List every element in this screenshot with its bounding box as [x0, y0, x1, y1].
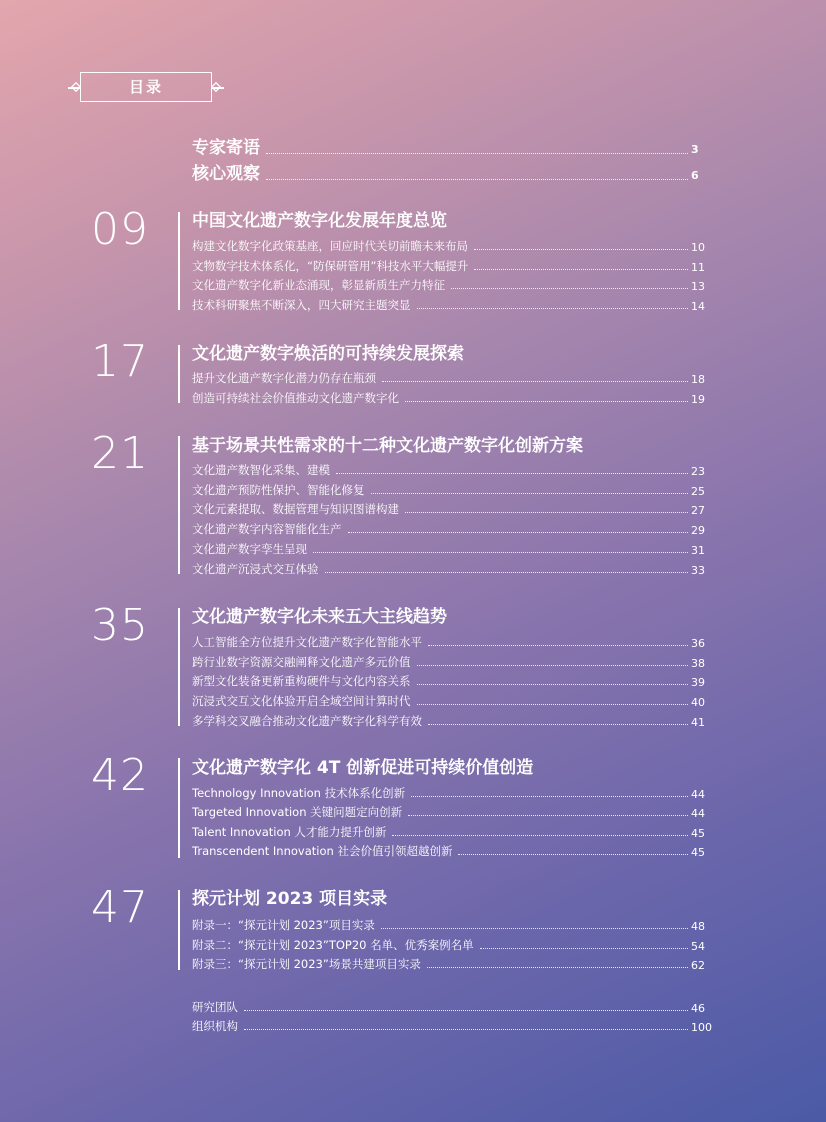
toc-item[interactable]	[192, 275, 711, 293]
section-number: 42	[91, 750, 149, 801]
item-label: 提升文化遗产数字化潜力仍存在瓶颈	[192, 371, 376, 385]
toc-item[interactable]	[192, 841, 711, 859]
dot-leader	[417, 308, 689, 309]
item-page-number: 39	[691, 676, 705, 689]
item-label: 人工智能全方位提升文化遗产数字化智能水平	[192, 635, 422, 649]
dot-leader	[381, 928, 688, 929]
toc-item[interactable]	[192, 783, 711, 801]
item-label: 创造可持续社会价值推动文化遗产数字化	[192, 391, 399, 405]
item-label: 新型文化装备更新重构硬件与文化内容关系	[192, 674, 411, 688]
section-number: 17	[91, 336, 149, 387]
item-page-number: 45	[691, 827, 705, 840]
item-page-number: 27	[691, 504, 705, 517]
item-label: 文化遗产数字化新业态涌现，彰显新质生产力特征	[192, 278, 445, 292]
section-title[interactable]: 探元计划 2023 项目实录	[192, 889, 388, 909]
header-rule-right	[212, 87, 224, 89]
section-title[interactable]: 文化遗产数字化未来五大主线趋势	[192, 607, 447, 627]
dot-leader	[405, 512, 688, 513]
section-divider	[178, 608, 180, 726]
item-page-number: 62	[691, 959, 705, 972]
dot-leader	[266, 153, 688, 154]
dot-leader	[417, 665, 689, 666]
item-label: 文物数字技术体系化，“防保研管用”科技水平大幅提升	[192, 259, 469, 273]
item-page-number: 10	[691, 241, 705, 254]
item-label: 文化遗产数智化采集、建模	[192, 463, 330, 477]
toc-item[interactable]	[192, 711, 711, 729]
item-label: 构建文化数字化政策基座，回应时代关切前瞻未来布局	[192, 239, 468, 253]
dot-leader	[474, 269, 688, 270]
dot-leader	[405, 401, 688, 402]
section-divider	[178, 212, 180, 310]
dot-leader	[371, 493, 689, 494]
toc-item[interactable]	[192, 388, 711, 406]
dot-leader	[458, 854, 688, 855]
item-page-number: 18	[691, 373, 705, 386]
item-label: Targeted Innovation 关键问题定向创新	[192, 805, 403, 819]
item-page-number: 44	[691, 788, 705, 801]
item-label: 跨行业数字资源交融阐释文化遗产多元价值	[192, 655, 411, 669]
dot-leader	[336, 473, 688, 474]
toc-item[interactable]	[192, 539, 711, 557]
toc-item[interactable]	[192, 671, 711, 689]
section-title[interactable]: 文化遗产数字化 4T 创新促进可持续价值创造	[192, 758, 534, 778]
entry-page-number: 6	[691, 169, 699, 182]
toc-item[interactable]	[192, 236, 711, 254]
toc-item[interactable]	[192, 559, 711, 577]
item-page-number: 11	[691, 261, 705, 274]
toc-item[interactable]	[192, 691, 711, 709]
item-label: 附录一：“探元计划 2023”项目实录	[192, 918, 375, 932]
toc-header	[68, 72, 224, 104]
toc-entry-research-team[interactable]	[192, 997, 711, 1015]
dot-leader	[417, 684, 689, 685]
item-page-number: 48	[691, 920, 705, 933]
toc-item[interactable]	[192, 822, 711, 840]
item-page-number: 54	[691, 940, 705, 953]
item-page-number: 36	[691, 637, 705, 650]
toc-item[interactable]	[192, 499, 711, 517]
item-page-number: 29	[691, 524, 705, 537]
toc-item[interactable]	[192, 295, 711, 313]
item-label: 附录三：“探元计划 2023”场景共建项目实录	[192, 957, 421, 971]
section-title[interactable]: 基于场景共性需求的十二种文化遗产数字化创新方案	[192, 436, 583, 456]
dot-leader	[480, 948, 688, 949]
item-page-number: 23	[691, 465, 705, 478]
dot-leader	[313, 552, 688, 553]
toc-entry-organization[interactable]	[192, 1016, 711, 1034]
dot-leader	[392, 835, 688, 836]
item-label: 沉浸式交互文化体验开启全域空间计算时代	[192, 694, 411, 708]
item-label: 文化遗产预防性保护、智能化修复	[192, 483, 365, 497]
item-label: 附录二：“探元计划 2023”TOP20 名单、优秀案例名单	[192, 938, 474, 952]
toc-item[interactable]	[192, 802, 711, 820]
toc-title: 目录	[128, 78, 163, 96]
item-page-number: 33	[691, 564, 705, 577]
item-label: Talent Innovation 人才能力提升创新	[192, 825, 387, 839]
item-page-number: 38	[691, 657, 705, 670]
section-number: 09	[91, 204, 149, 255]
item-page-number: 25	[691, 485, 705, 498]
item-label: 文化遗产沉浸式交互体验	[192, 562, 319, 576]
toc-item[interactable]	[192, 460, 711, 478]
section-divider	[178, 890, 180, 970]
item-label: 研究团队	[192, 1000, 238, 1014]
section-divider	[178, 436, 180, 574]
item-page-number: 40	[691, 696, 705, 709]
entry-label: 核心观察	[192, 164, 260, 184]
item-page-number: 100	[691, 1021, 712, 1034]
item-page-number: 46	[691, 1002, 705, 1015]
item-page-number: 44	[691, 807, 705, 820]
section-number: 35	[91, 600, 149, 651]
dot-leader	[411, 796, 688, 797]
dot-leader	[382, 381, 688, 382]
section-divider	[178, 345, 180, 403]
toc-item[interactable]	[192, 368, 711, 386]
section-title[interactable]: 文化遗产数字焕活的可持续发展探索	[192, 344, 464, 364]
section-number: 21	[91, 428, 149, 479]
dot-leader	[417, 704, 689, 705]
item-label: 组织机构	[192, 1019, 238, 1033]
dot-leader	[408, 815, 688, 816]
dot-leader	[428, 645, 688, 646]
item-label: 文化遗产数字内容智能化生产	[192, 522, 342, 536]
section-divider	[178, 758, 180, 858]
item-label: 文化遗产数字孪生呈现	[192, 542, 307, 556]
toc-item[interactable]	[192, 652, 711, 670]
item-label: 文化元素提取、数据管理与知识图谱构建	[192, 502, 399, 516]
item-label: 多学科交叉融合推动文化遗产数字化科学有效	[192, 714, 422, 728]
dot-leader	[325, 572, 689, 573]
dot-leader	[244, 1010, 688, 1011]
item-label: 技术科研聚焦不断深入，四大研究主题突显	[192, 298, 411, 312]
dot-leader	[244, 1029, 688, 1030]
entry-page-number: 3	[691, 143, 699, 156]
toc-entry-core-observation[interactable]	[192, 160, 711, 184]
item-label: Transcendent Innovation 社会价值引领超越创新	[192, 844, 453, 858]
toc-item[interactable]	[192, 480, 711, 498]
item-label: Technology Innovation 技术体系化创新	[192, 786, 406, 800]
dot-leader	[348, 532, 689, 533]
toc-item[interactable]	[192, 935, 711, 953]
dot-leader	[474, 249, 688, 250]
toc-item[interactable]	[192, 632, 711, 650]
entry-label: 专家寄语	[192, 138, 260, 158]
item-page-number: 19	[691, 393, 705, 406]
item-page-number: 45	[691, 846, 705, 859]
toc-entry-expert-note[interactable]	[192, 134, 711, 158]
dot-leader	[427, 967, 688, 968]
item-page-number: 41	[691, 716, 705, 729]
section-title[interactable]: 中国文化遗产数字化发展年度总览	[192, 211, 447, 231]
dot-leader	[428, 724, 688, 725]
item-page-number: 31	[691, 544, 705, 557]
item-page-number: 13	[691, 280, 705, 293]
dot-leader	[451, 288, 688, 289]
toc-item[interactable]	[192, 519, 711, 537]
toc-item[interactable]	[192, 954, 711, 972]
section-number: 47	[91, 882, 149, 933]
toc-item[interactable]	[192, 915, 711, 933]
dot-leader	[266, 179, 688, 180]
item-page-number: 14	[691, 300, 705, 313]
toc-item[interactable]	[192, 256, 711, 274]
